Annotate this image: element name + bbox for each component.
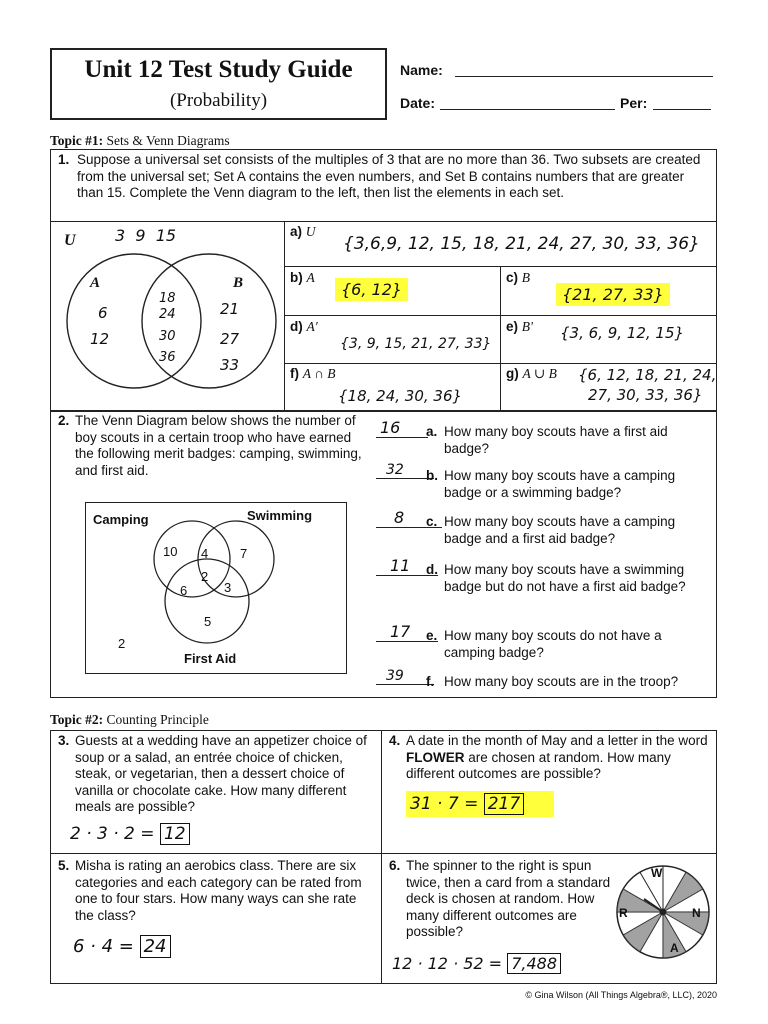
q1-divider [50,221,717,222]
q6-text: The spinner to the right is spun twice, then a card from a standard deck is chosen at random. How many different outcomes are possible? [406,858,611,939]
page-subtitle: (Probability) [169,90,268,111]
q5-work-text: 6 · 4 = [73,936,134,957]
q5-text: Misha is rating an aerobics class. There are six categories and each category can be rated from one to four stars. How many ways can she rate the class? [75,858,362,923]
venn1-b-only-2: 27 [220,330,240,348]
counting-vline [381,730,382,984]
q5-work [73,936,171,957]
venn1-b-label: B [233,275,244,291]
venn2-firstaid-label: First Aid [184,651,237,666]
q2a-text: How many boy scouts have a first aid badge? [444,424,668,456]
q1c-label: c) B [506,270,531,285]
period-field[interactable] [653,109,711,110]
venn1-u-label: U [64,232,76,249]
q2e-label: e. [426,628,438,643]
venn2-firstaid-only: 5 [204,614,212,629]
topic2-heading [50,712,209,728]
venn1-u-outside: 3 9 15 [115,226,177,245]
q4-number: 4. [389,733,401,748]
name-label: Name: [400,62,443,78]
venn1-b-only-3: 33 [220,356,240,374]
q1-text: Suppose a universal set consists of the multiples of 3 that are no more than 36. Two subsets are created from the universal set; Set A contains the even numbers, and Set B contains numbers that are greater than 15. Complete the Venn diagram to the left, then list the elements in each set. [77,152,701,200]
venn2-swimming-firstaid: 3 [224,580,232,595]
spinner-letter-r: R [619,906,628,920]
q6-number: 6. [389,858,401,873]
q1g-label: g) A ∪ B [506,366,557,381]
q1d-answer: {3, 9, 15, 21, 27, 33} [340,336,492,352]
topic2-title: Counting Principle [106,712,209,727]
q3-work-text: 2 · 3 · 2 = [70,824,155,844]
q2a-label: a. [426,424,438,439]
venn2-camping-swimming: 4 [201,546,209,561]
spinner-letter-n: N [692,906,701,920]
q1-grid-h1 [284,266,717,267]
q1a-label: a) U [290,224,316,239]
date-field[interactable] [440,109,615,110]
venn1-both-1: 18 [159,291,176,306]
q4-word: FLOWER [406,749,465,765]
period-label: Per: [620,95,648,111]
q2f-label: f. [426,674,435,689]
q1-number: 1. [58,152,70,167]
q1g-answer-line1: {6, 12, 18, 21, 24, [578,366,717,384]
q2c-label: c. [426,514,438,529]
spinner-letter-a: A [670,941,679,955]
spinner-letter-w: W [651,866,663,880]
counting-hline [50,853,717,854]
q5-answer: 24 [140,935,171,958]
venn2-camping-label: Camping [93,512,149,527]
q1f-label: f) A ∩ B [290,366,336,381]
venn2-diagram [140,517,290,667]
q3-answer: 12 [160,823,190,845]
venn1-a-only-2: 12 [90,330,110,348]
q4-work-text: 31 · 7 = [410,794,479,814]
topic2-label: Topic #2: [50,712,104,727]
name-field[interactable] [455,76,713,77]
venn2-none: 2 [118,636,126,651]
date-label: Date: [400,95,436,111]
q2d-text: How many boy scouts have a swimming badge but do not have a first aid badge? [444,562,686,594]
q1d-label: d) A' [290,319,318,334]
q4-text [406,733,711,783]
q6-work-text: 12 · 12 · 52 = [392,954,503,973]
q3-number: 3. [58,733,70,748]
q2-number: 2. [58,413,70,428]
q1f-answer: {18, 24, 30, 36} [338,387,463,405]
venn2-circle-camping [154,521,230,597]
q3-text: Guests at a wedding have an appetizer choice of soup or a salad, an entrée choice of chicken, steak, or vegetarian, then a dessert choice of vanilla or chocolate cake. How many different meals are possible? [75,733,367,814]
venn1-both-4: 36 [159,350,176,365]
q2f-text: How many boy scouts are in the troop? [444,674,679,689]
q2-text: The Venn Diagram below shows the number of boy scouts in a certain troop who have earned the following merit badges: camping, swimming, and first aid. [75,413,362,478]
topic1-label: Topic #1: [50,133,104,148]
q2e-answer[interactable]: 17 [376,622,438,642]
q2d-label: d. [426,562,438,577]
q1e-label: e) B' [506,319,533,334]
q1e-answer: {3, 6, 9, 12, 15} [560,324,685,342]
venn2-camping-firstaid: 6 [180,583,188,598]
venn1-circle-a [67,254,201,388]
q5-number: 5. [58,858,70,873]
venn2-camping-only: 10 [163,544,178,559]
venn1-both-3: 30 [159,329,176,344]
q2e-text: How many boy scouts do not have a camping badge? [444,628,662,660]
q1b-answer: {6, 12} [335,278,408,301]
q6-answer: 7,488 [507,953,561,974]
venn2-swimming-only: 7 [240,546,248,561]
q4-work [406,791,554,817]
footer-copyright: © Gina Wilson (All Things Algebra®, LLC), 2020 [525,990,717,1000]
topic1-title: Sets & Venn Diagrams [106,133,230,148]
venn1-b-only-1: 21 [220,300,240,318]
q2b-answer[interactable]: 32 [376,462,434,479]
venn1-diagram [52,250,284,400]
q1-grid-h3 [284,363,717,364]
venn1-a-only-1: 6 [98,304,108,322]
q1g-answer-line2: 27, 30, 33, 36} [588,386,703,404]
q4-text-post: are chosen at random. How many different outcomes are possible? [406,749,671,781]
q2b-label: b. [426,468,438,483]
q2a-answer[interactable]: 16 [376,418,428,438]
venn1-a-label: A [90,275,101,291]
q1-grid-midline [500,266,501,411]
topic1-heading [50,133,230,149]
q4-answer: 217 [484,793,524,815]
q2c-answer[interactable]: 8 [376,508,442,528]
page-title: Unit 12 Test Study Guide [84,56,353,83]
venn2-all-three: 2 [201,569,209,584]
q2d-answer[interactable]: 11 [376,556,438,576]
q2c-text: How many boy scouts have a camping badge and a first aid badge? [444,514,676,546]
q1-grid-vline [284,221,285,411]
q2b-text: How many boy scouts have a camping badge or a swimming badge? [444,468,676,500]
q1b-label: b) A [290,270,315,285]
q2f-answer[interactable]: 39 [376,668,434,685]
q1a-answer: {3,6,9, 12, 15, 18, 21, 24, 27, 30, 33, 36} [343,234,700,254]
q3-work [70,824,190,844]
q1c-answer: {21, 27, 33} [556,283,670,306]
venn2-swimming-label: Swimming [247,508,313,523]
q6-work [392,954,561,973]
q4-text-pre: A date in the month of May and a letter in the word [406,733,708,748]
venn1-both-2: 24 [159,307,176,322]
q1-grid-h2 [284,315,717,316]
